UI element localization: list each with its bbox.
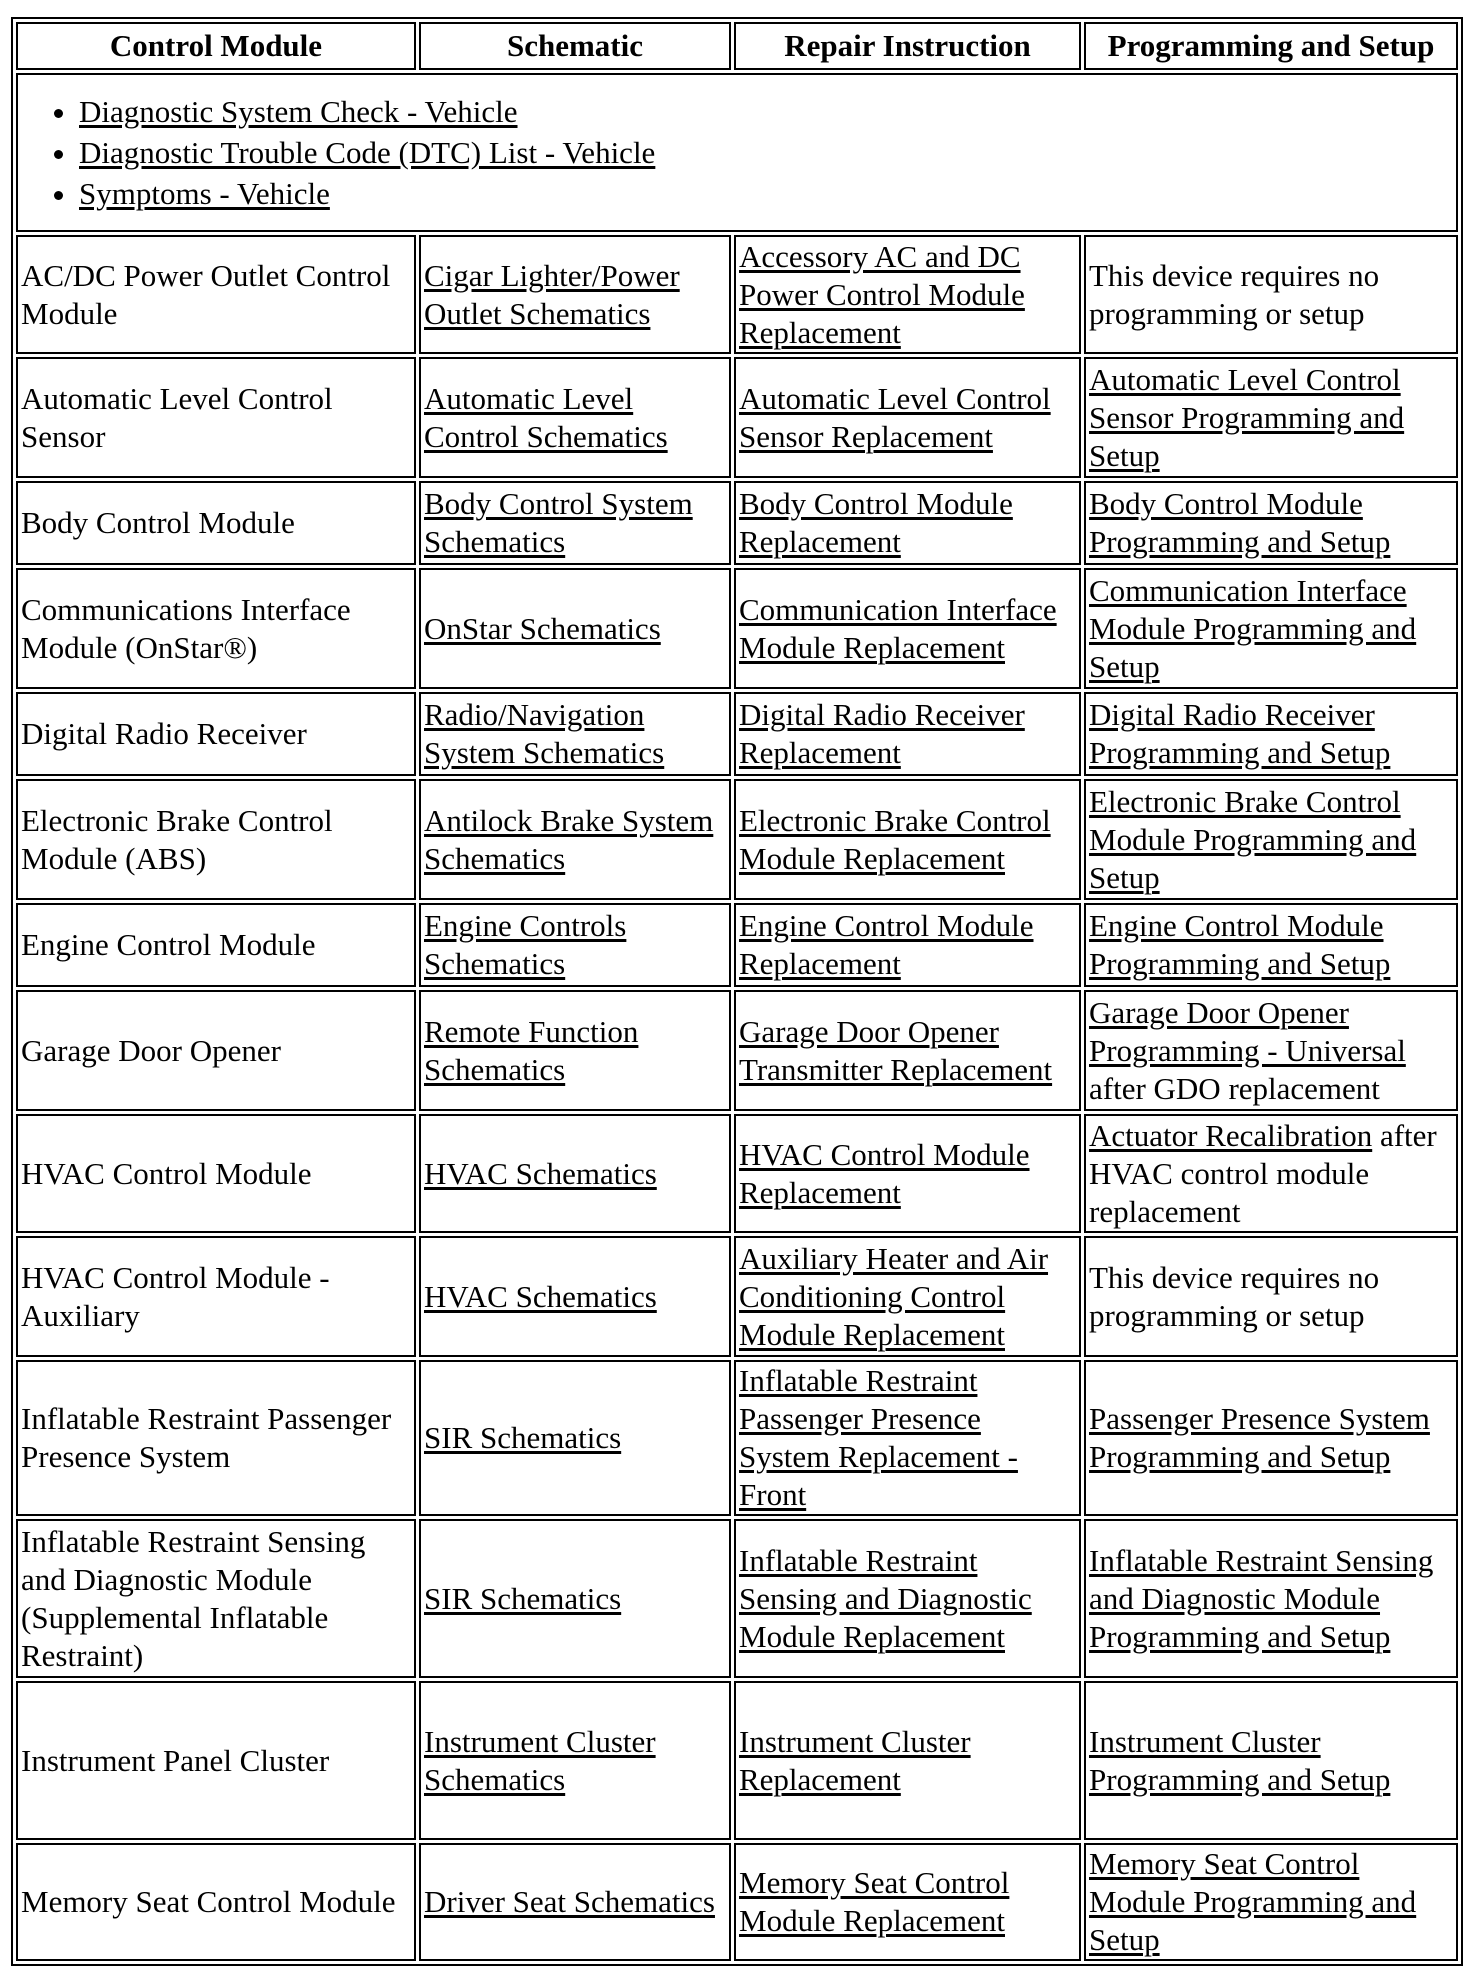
table-row: [16, 1681, 1458, 1840]
schematic-cell: [419, 235, 731, 354]
table-row: [16, 1843, 1458, 1961]
schematic-link[interactable]: HVAC Schematics: [424, 1155, 657, 1191]
header-repair-instruction: Repair Instruction: [734, 22, 1081, 70]
list-item: [79, 132, 1453, 173]
programming-setup-cell: [1084, 568, 1458, 689]
control-module-text: AC/DC Power Outlet Control Module: [21, 257, 391, 331]
schematic-cell: [419, 1114, 731, 1233]
repair-instruction-link[interactable]: Instrument Cluster Replacement: [739, 1723, 971, 1797]
repair-instruction-cell: [734, 357, 1081, 478]
symptoms-link[interactable]: Symptoms - Vehicle: [79, 176, 330, 211]
repair-instruction-cell: [734, 1843, 1081, 1961]
programming-setup-link[interactable]: Garage Door Opener Programming - Universal: [1089, 994, 1406, 1068]
control-module-text: HVAC Control Module: [21, 1155, 312, 1191]
repair-instruction-cell: [734, 903, 1081, 987]
list-item: [79, 91, 1453, 132]
table-row: [16, 481, 1458, 565]
table-row: [16, 1360, 1458, 1516]
control-module-cell: [16, 779, 416, 900]
programming-setup-link[interactable]: Instrument Cluster Programming and Setup: [1089, 1723, 1391, 1797]
control-module-table: [11, 17, 1463, 1966]
programming-note: after GDO replacement: [1089, 1070, 1380, 1106]
control-module-text: Memory Seat Control Module: [21, 1884, 396, 1919]
general-links-list: [21, 91, 1453, 214]
control-module-text: HVAC Control Module - Auxiliary: [21, 1259, 330, 1333]
programming-setup-text: This device requires no programming or setup: [1089, 257, 1380, 331]
repair-instruction-link[interactable]: Auxiliary Heater and Air Conditioning Control Module Replacement: [739, 1240, 1049, 1352]
schematic-link[interactable]: Driver Seat Schematics: [424, 1884, 715, 1919]
repair-instruction-link[interactable]: Accessory AC and DC Power Control Module Replacement: [739, 238, 1025, 350]
dtc-list-link[interactable]: Diagnostic Trouble Code (DTC) List - Vehicle: [79, 135, 656, 170]
table-row: [16, 357, 1458, 478]
programming-setup-cell: [1084, 903, 1458, 987]
table-row: [16, 692, 1458, 776]
control-module-cell: [16, 481, 416, 565]
schematic-link[interactable]: Remote Function Schematics: [424, 1013, 639, 1087]
control-module-cell: [16, 357, 416, 478]
schematic-link[interactable]: Antilock Brake System Schematics: [424, 802, 714, 876]
control-module-text: Automatic Level Control Sensor: [21, 380, 333, 454]
schematic-link[interactable]: SIR Schematics: [424, 1580, 622, 1616]
schematic-link[interactable]: Body Control System Schematics: [424, 486, 693, 559]
programming-setup-link[interactable]: Electronic Brake Control Module Programming and Setup: [1089, 783, 1417, 895]
control-module-text: Inflatable Restraint Sensing and Diagnostic Module (Supplemental Inflatable Restraint): [21, 1523, 366, 1673]
programming-setup-cell: [1084, 481, 1458, 565]
repair-instruction-link[interactable]: Electronic Brake Control Module Replacement: [739, 802, 1051, 876]
schematic-cell: [419, 1360, 731, 1516]
repair-instruction-link[interactable]: Automatic Level Control Sensor Replacement: [739, 380, 1051, 454]
control-module-text: Digital Radio Receiver: [21, 716, 307, 751]
repair-instruction-link[interactable]: HVAC Control Module Replacement: [739, 1136, 1030, 1210]
programming-setup-cell: [1084, 990, 1458, 1111]
programming-setup-link[interactable]: Automatic Level Control Sensor Programming and Setup: [1089, 361, 1405, 473]
table-row: [16, 1519, 1458, 1678]
programming-setup-link[interactable]: Digital Radio Receiver Programming and Setup: [1089, 697, 1391, 770]
schematic-link[interactable]: SIR Schematics: [424, 1420, 622, 1455]
control-module-cell: [16, 990, 416, 1111]
list-item: [79, 173, 1453, 214]
table-row: [16, 235, 1458, 354]
control-module-cell: [16, 235, 416, 354]
control-module-cell: [16, 692, 416, 776]
repair-instruction-cell: [734, 1519, 1081, 1678]
control-module-text: Inflatable Restraint Passenger Presence System: [21, 1401, 392, 1474]
schematic-cell: [419, 1519, 731, 1678]
header-control-module: Control Module: [16, 22, 416, 70]
table-row: [16, 1114, 1458, 1233]
control-module-cell: [16, 903, 416, 987]
general-links-cell: [16, 73, 1458, 232]
schematic-link[interactable]: Engine Controls Schematics: [424, 908, 627, 981]
programming-setup-link[interactable]: Passenger Presence System Programming and Setup: [1089, 1401, 1430, 1474]
table-row: [16, 903, 1458, 987]
repair-instruction-cell: [734, 779, 1081, 900]
schematic-cell: [419, 990, 731, 1111]
programming-setup-link[interactable]: Body Control Module Programming and Setup: [1089, 486, 1391, 559]
repair-instruction-cell: [734, 481, 1081, 565]
repair-instruction-cell: [734, 990, 1081, 1111]
schematic-cell: [419, 1681, 731, 1840]
programming-setup-link[interactable]: Actuator Recalibration: [1089, 1117, 1373, 1153]
schematic-cell: [419, 1236, 731, 1357]
schematic-link[interactable]: Instrument Cluster Schematics: [424, 1723, 656, 1797]
repair-instruction-link[interactable]: Inflatable Restraint Sensing and Diagnostic Module Replacement: [739, 1542, 1032, 1654]
control-module-text: Garage Door Opener: [21, 1032, 281, 1068]
programming-note: after HVAC control module replacement: [1089, 1117, 1437, 1229]
schematic-link[interactable]: Cigar Lighter/Power Outlet Schematics: [424, 257, 680, 331]
schematic-cell: [419, 692, 731, 776]
general-links-row: [16, 73, 1458, 232]
programming-setup-cell: [1084, 1519, 1458, 1678]
control-module-text: Communications Interface Module (OnStar®): [21, 591, 351, 665]
header-programming-setup: Programming and Setup: [1084, 22, 1458, 70]
programming-setup-link[interactable]: Communication Interface Module Programming and Setup: [1089, 572, 1417, 684]
table-row: [16, 990, 1458, 1111]
repair-instruction-cell: [734, 1681, 1081, 1840]
schematic-cell: [419, 779, 731, 900]
repair-instruction-cell: [734, 1360, 1081, 1516]
schematic-cell: [419, 903, 731, 987]
repair-instruction-cell: [734, 235, 1081, 354]
repair-instruction-cell: [734, 692, 1081, 776]
control-module-cell: [16, 1114, 416, 1233]
programming-setup-cell: [1084, 779, 1458, 900]
repair-instruction-link[interactable]: Digital Radio Receiver Replacement: [739, 697, 1025, 770]
repair-instruction-cell: [734, 1236, 1081, 1357]
schematic-link[interactable]: Automatic Level Control Schematics: [424, 380, 668, 454]
control-module-cell: [16, 1519, 416, 1678]
schematic-link[interactable]: HVAC Schematics: [424, 1278, 657, 1314]
repair-instruction-cell: [734, 568, 1081, 689]
repair-instruction-cell: [734, 1114, 1081, 1233]
programming-setup-cell: [1084, 1360, 1458, 1516]
table-row: [16, 568, 1458, 689]
schematic-cell: [419, 357, 731, 478]
repair-instruction-link[interactable]: Garage Door Opener Transmitter Replacement: [739, 1013, 1053, 1087]
control-module-text: Body Control Module: [21, 505, 295, 540]
programming-setup-text: This device requires no programming or setup: [1089, 1259, 1380, 1333]
schematic-cell: [419, 568, 731, 689]
programming-setup-cell: [1084, 692, 1458, 776]
control-module-text: Electronic Brake Control Module (ABS): [21, 802, 333, 876]
control-module-cell: [16, 1236, 416, 1357]
repair-instruction-link[interactable]: Inflatable Restraint Passenger Presence System Replacement - Front: [739, 1363, 1018, 1512]
programming-setup-link[interactable]: Engine Control Module Programming and Setup: [1089, 908, 1391, 981]
programming-setup-cell: [1084, 235, 1458, 354]
programming-setup-link[interactable]: Inflatable Restraint Sensing and Diagnostic Module Programming and Setup: [1089, 1542, 1434, 1654]
repair-instruction-link[interactable]: Communication Interface Module Replacement: [739, 591, 1057, 665]
control-module-cell: [16, 1360, 416, 1516]
programming-setup-cell: [1084, 1114, 1458, 1233]
control-module-cell: [16, 1843, 416, 1961]
programming-setup-cell: [1084, 357, 1458, 478]
control-module-text: Instrument Panel Cluster: [21, 1742, 330, 1778]
schematic-cell: [419, 481, 731, 565]
control-module-cell: [16, 1681, 416, 1840]
repair-instruction-link[interactable]: Engine Control Module Replacement: [739, 908, 1034, 981]
schematic-link[interactable]: Radio/Navigation System Schematics: [424, 697, 665, 770]
control-module-text: Engine Control Module: [21, 927, 316, 962]
schematic-link[interactable]: OnStar Schematics: [424, 610, 661, 646]
table-row: [16, 779, 1458, 900]
control-module-cell: [16, 568, 416, 689]
programming-setup-cell: [1084, 1681, 1458, 1840]
table-row: [16, 1236, 1458, 1357]
header-schematic: Schematic: [419, 22, 731, 70]
schematic-cell: [419, 1843, 731, 1961]
header-row: [16, 22, 1458, 70]
programming-setup-link[interactable]: Memory Seat Control Module Programming and Setup: [1089, 1846, 1417, 1957]
repair-instruction-link[interactable]: Body Control Module Replacement: [739, 486, 1013, 559]
programming-setup-cell: [1084, 1843, 1458, 1961]
repair-instruction-link[interactable]: Memory Seat Control Module Replacement: [739, 1865, 1010, 1938]
programming-setup-cell: [1084, 1236, 1458, 1357]
diagnostic-system-check-link[interactable]: Diagnostic System Check - Vehicle: [79, 94, 518, 129]
